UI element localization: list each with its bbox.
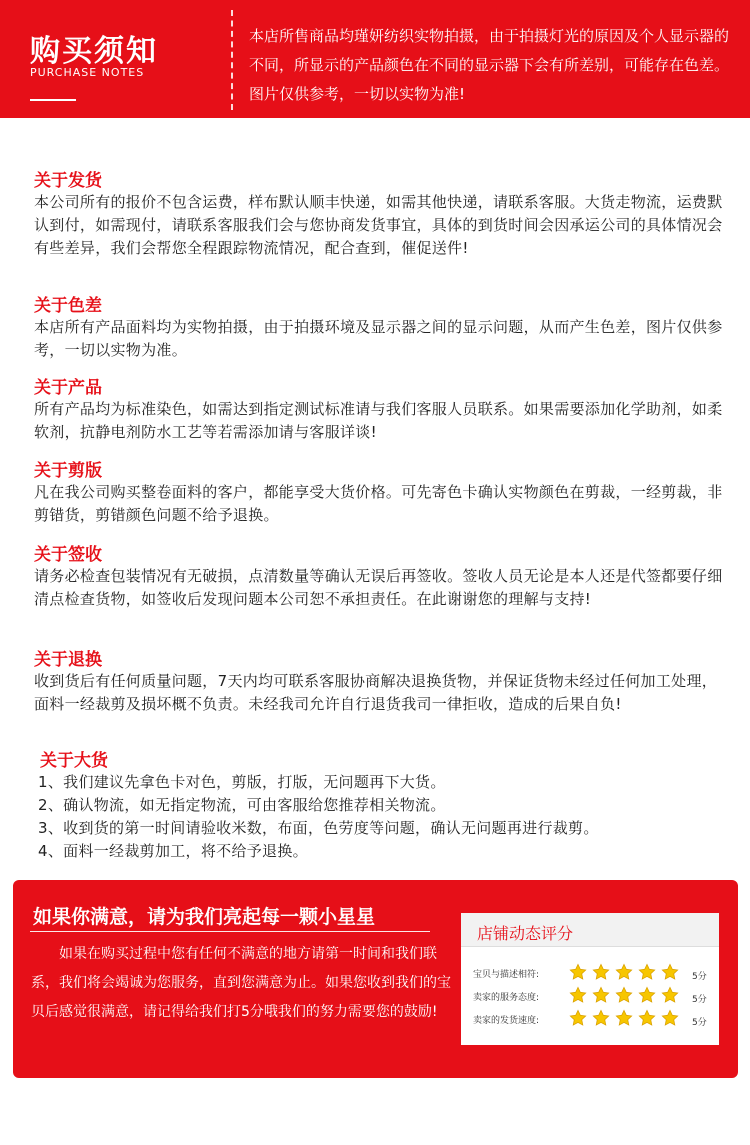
shop-rating-card (461, 913, 719, 1045)
star-icon (638, 963, 656, 981)
banner-title: 购买须知 (30, 34, 158, 69)
rating-label: 宝贝与描述相符: (473, 970, 540, 980)
section-body: 本店所有产品面料均为实物拍摄，由于拍摄环境及显示器之间的显示问题，从而产生色差，图片仅供参考，一切以实物为准。 (34, 318, 723, 359)
rating-score: 5分 (692, 1018, 707, 1028)
section-color-difference (34, 296, 724, 362)
star-icon (638, 1009, 656, 1027)
banner-subtitle: PURCHASE NOTES (30, 66, 145, 79)
banner-dashed-divider (231, 10, 233, 110)
star-icon (661, 963, 679, 981)
purchase-notes-banner (0, 0, 750, 118)
list-item: 1、我们建议先拿色卡对色，剪版，打版，无问题再下大货。 (38, 773, 446, 791)
section-cutting (34, 461, 724, 527)
rating-request-box (13, 880, 738, 1078)
rating-title: 如果你满意，请为我们亮起每一颗小星星 (33, 906, 376, 928)
section-title: 关于退换 (34, 650, 102, 670)
star-icon (615, 1009, 633, 1027)
rating-row-description (473, 963, 713, 983)
rating-score: 5分 (692, 995, 707, 1005)
section-body: 收到货后有任何质量问题，7天内均可联系客服协商解决退换货物，并保证货物未经过任何加工处理，面料一经裁剪及损坏概不负责。未经我司允许自行退货我司一律拒收，造成的后果自负! (34, 672, 718, 713)
section-shipping (34, 171, 724, 260)
section-title: 关于发货 (34, 171, 102, 191)
rating-row-shipping-speed (473, 1009, 713, 1029)
section-sign-for (34, 545, 724, 611)
section-title: 关于产品 (34, 378, 102, 398)
star-rating (569, 963, 684, 983)
star-icon (592, 1009, 610, 1027)
section-title: 关于大货 (40, 751, 108, 771)
section-title: 关于色差 (34, 296, 102, 316)
star-rating (569, 986, 684, 1006)
star-icon (661, 1009, 679, 1027)
rating-label: 卖家的发货速度: (473, 1016, 540, 1026)
list-item: 4、面料一经裁剪加工，将不给予退换。 (38, 842, 308, 860)
rating-label: 卖家的服务态度: (473, 993, 540, 1003)
rating-card-title: 店铺动态评分 (477, 924, 574, 943)
rating-title-underline (30, 931, 430, 932)
section-bulk-order (34, 751, 724, 863)
banner-disclaimer: 本店所售商品均瑾妍纺织实物拍摄，由于拍摄灯光的原因及个人显示器的不同，所显示的产品颜色在不同的显示器下会有所差别，可能存在色差。图片仅供参考，一切以实物为准! (249, 27, 730, 103)
rating-score: 5分 (692, 972, 707, 982)
bulk-list (34, 771, 724, 863)
rating-row-service (473, 986, 713, 1006)
banner-underline (30, 99, 76, 101)
rating-card-header (461, 913, 719, 947)
star-icon (661, 986, 679, 1004)
star-rating (569, 1009, 684, 1029)
section-title: 关于剪版 (34, 461, 102, 481)
star-icon (569, 986, 587, 1004)
section-returns (34, 650, 724, 716)
banner-heading-block (0, 0, 230, 118)
star-icon (592, 986, 610, 1004)
rating-message: 如果在购买过程中您有任何不满意的地方请第一时间和我们联系，我们将会竭诚为您服务，直到您满意为止。如果您收到我们的宝贝后感觉很满意，请记得给我们打5分哦我们的努力需要您的鼓励! (31, 946, 451, 1020)
section-body: 本公司所有的报价不包含运费，样布默认顺丰快递，如需其他快递，请联系客服。大货走物流，运费默认到付，如需现付，请联系客服我们会与您协商发货事宜，具体的到货时间会因承运公司的具体情况会有些差异，我们会帮您全程跟踪物流情况，配合查到，催促送件! (34, 193, 723, 257)
star-icon (592, 963, 610, 981)
list-item: 2、确认物流，如无指定物流，可由客服给您推荐相关物流。 (38, 796, 446, 814)
star-icon (615, 986, 633, 1004)
star-icon (569, 963, 587, 981)
section-body: 请务必检查包装情况有无破损，点清数量等确认无误后再签收。签收人员无论是本人还是代签都要仔细清点检查货物，如签收后发现问题本公司恕不承担责任。在此谢谢您的理解与支持! (34, 567, 723, 608)
section-body: 所有产品均为标准染色，如需达到指定测试标准请与我们客服人员联系。如果需要添加化学助剂，如柔软剂，抗静电剂防水工艺等若需添加请与客服详谈! (34, 400, 723, 441)
star-icon (569, 1009, 587, 1027)
star-icon (615, 963, 633, 981)
section-product (34, 378, 724, 444)
list-item: 3、收到货的第一时间请验收米数，布面，色劳度等问题，确认无问题再进行裁剪。 (38, 819, 599, 837)
star-icon (638, 986, 656, 1004)
section-title: 关于签收 (34, 545, 102, 565)
section-body: 凡在我公司购买整卷面料的客户，都能享受大货价格。可先寄色卡确认实物颜色在剪裁，一经剪裁，非剪错货，剪错颜色问题不给予退换。 (34, 483, 723, 524)
